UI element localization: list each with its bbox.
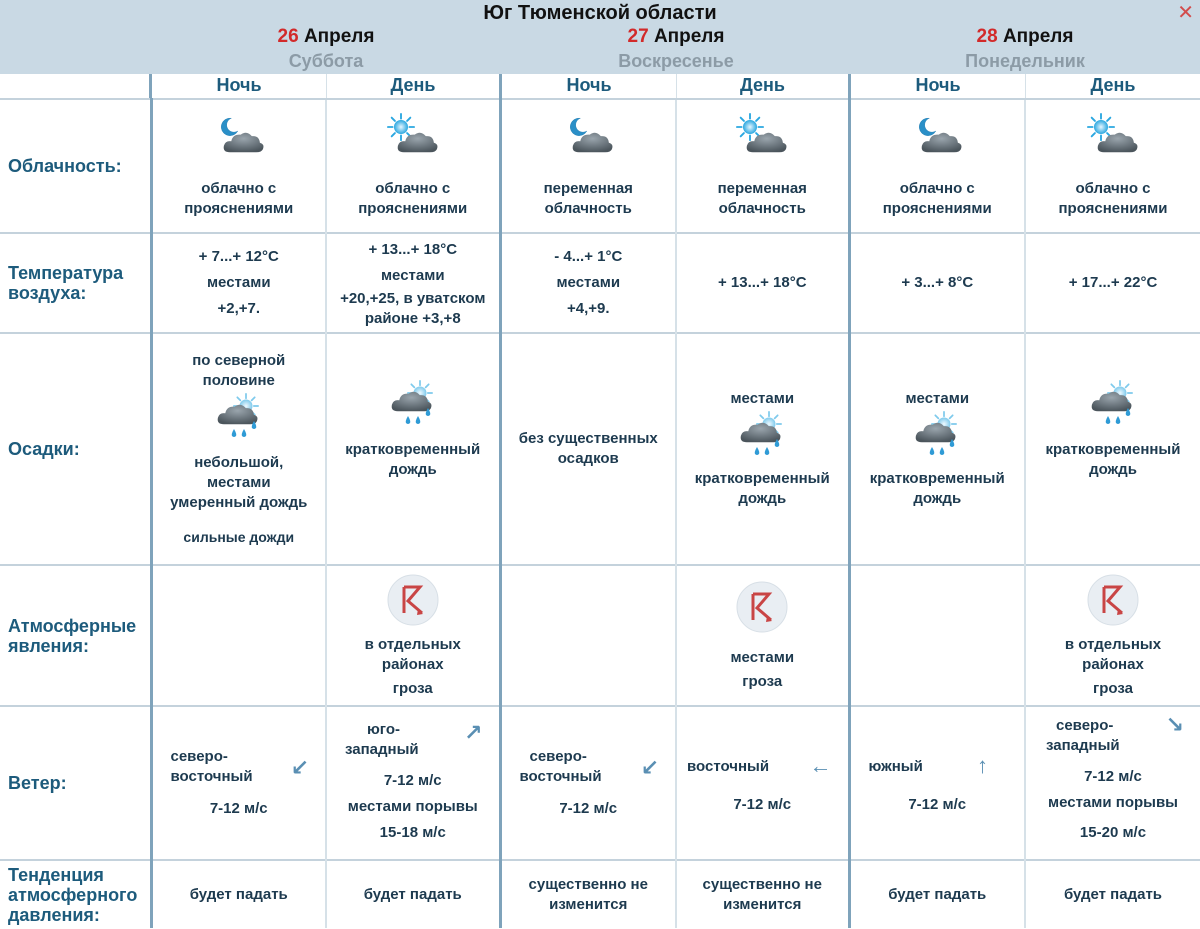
atmospheric-cell — [326, 565, 500, 706]
wind-cell — [151, 706, 326, 860]
precip-text: осадков — [557, 450, 619, 467]
pressure-cell — [1025, 860, 1200, 928]
precip-text: дождь — [1089, 461, 1137, 478]
pressure-text: будет падать — [888, 885, 987, 903]
clouds-text: облачность — [718, 200, 806, 217]
precipitation-cell — [1025, 333, 1200, 565]
day-month: Апреля — [653, 26, 725, 47]
wind-arrow-icon: ↘ — [1165, 712, 1184, 737]
wind-direction — [345, 720, 419, 760]
clouds-cell — [1025, 99, 1200, 233]
pressure-cell — [676, 860, 849, 928]
day-number: 27 — [627, 26, 649, 47]
rain-cloud-icon — [385, 378, 441, 430]
day-month: Апреля — [1002, 26, 1074, 47]
temperature-cell — [1025, 233, 1200, 333]
wind-speed: 7-12 м/с — [209, 800, 268, 817]
row-precipitation — [0, 333, 1200, 565]
thunder-icon — [386, 573, 440, 627]
wind-arrow-icon: ← — [809, 753, 832, 778]
wind-speed: местами порывы — [1048, 794, 1178, 811]
period-night-1: Ночь — [216, 75, 262, 95]
temperature-cell — [151, 233, 326, 333]
pressure-text: изменится — [549, 895, 628, 913]
label-line: Осадки: — [8, 438, 80, 459]
precip-text: кратковременный — [694, 470, 830, 487]
wind-speed: 7-12 м/с — [733, 796, 792, 813]
pressure-cell — [500, 860, 676, 928]
day-date-3 — [850, 26, 1200, 48]
moon-cloud-icon — [211, 113, 267, 159]
temperature-text: +4,+9. — [566, 300, 610, 317]
temperature-text: - 4...+ 1°C — [554, 248, 623, 265]
pressure-text: существенно не — [528, 875, 648, 893]
label-line: Атмосферные — [8, 615, 137, 636]
clouds-cell — [500, 99, 676, 233]
temperature-text: + 13...+ 18°C — [717, 274, 807, 291]
day-number: 28 — [976, 26, 998, 47]
forecast-header — [0, 0, 1200, 74]
row-label-pressure — [0, 860, 151, 928]
precip-text: умеренный дождь — [170, 494, 308, 511]
wind-direction-text: западный — [345, 741, 419, 758]
wind-direction-text: западный — [1046, 737, 1120, 754]
atmospheric-cell — [849, 565, 1025, 706]
wind-arrow-icon: ↙ — [640, 755, 659, 780]
clouds-cell — [676, 99, 849, 233]
period-day-3: День — [1090, 75, 1136, 95]
precip-text: местами — [206, 474, 271, 491]
temperature-cell — [326, 233, 500, 333]
pressure-cell — [849, 860, 1025, 928]
temperature-text: +20,+25, в уватском — [340, 290, 486, 307]
region-title: Юг Тюменской области — [483, 2, 717, 24]
pressure-text: существенно не — [702, 875, 822, 893]
temperature-text: +2,+7. — [217, 300, 261, 317]
precip-note: по северной — [192, 352, 286, 369]
wind-cell — [326, 706, 500, 860]
atmos-text: местами — [730, 648, 795, 666]
row-wind — [0, 706, 1200, 860]
day-date-2 — [501, 26, 851, 48]
wind-direction — [520, 747, 602, 787]
clouds-text: прояснениями — [882, 200, 992, 217]
precip-text: дождь — [388, 461, 437, 478]
precip-note: местами — [905, 390, 970, 407]
wind-arrow-icon: ↙ — [290, 755, 309, 780]
row-temperature — [0, 233, 1200, 333]
period-day-1: День — [390, 75, 436, 95]
row-label-atmospheric — [0, 565, 151, 706]
pressure-text: будет падать — [189, 885, 288, 903]
label-line: Тенденция — [8, 864, 104, 885]
precip-note: местами — [730, 390, 795, 407]
wind-arrow-icon: ↑ — [977, 753, 988, 778]
precip-text: дождь — [738, 490, 787, 507]
pressure-text: изменится — [723, 895, 802, 913]
wind-arrow-icon: ↗ — [464, 720, 483, 745]
wind-cell — [849, 706, 1025, 860]
moon-cloud-icon — [909, 113, 965, 159]
atmos-text: в отдельных — [1064, 635, 1162, 653]
label-line: Облачность: — [8, 155, 122, 176]
precipitation-cell — [676, 333, 849, 565]
rain-cloud-icon — [211, 391, 267, 443]
sun-cloud-icon — [734, 113, 790, 159]
row-atmospheric — [0, 565, 1200, 706]
wind-direction — [171, 747, 253, 787]
row-label-temperature — [0, 233, 151, 333]
precip-text: кратковременный — [1045, 441, 1181, 458]
row-pressure — [0, 860, 1200, 928]
row-label-precipitation — [0, 333, 151, 565]
wind-direction-text: северо- — [1056, 717, 1114, 734]
wind-direction-text: восточный — [170, 768, 253, 785]
clouds-text: переменная — [543, 180, 633, 197]
thunder-icon — [1086, 573, 1140, 627]
forecast-table — [0, 98, 1200, 928]
label-line: явления: — [8, 635, 89, 656]
wind-speed: 7-12 м/с — [908, 796, 967, 813]
label-line: Ветер: — [8, 772, 67, 793]
atmos-text: в отдельных — [364, 635, 461, 653]
wind-speed: 15-20 м/с — [1079, 824, 1147, 841]
temperature-text: районе +3,+8 — [364, 310, 461, 327]
temperature-text: + 17...+ 22°C — [1068, 274, 1158, 291]
pressure-cell — [151, 860, 326, 928]
wind-cell — [1025, 706, 1200, 860]
row-label-clouds — [0, 99, 151, 233]
row-label-wind — [0, 706, 151, 860]
wind-direction-text: восточный — [519, 768, 602, 785]
clouds-text: прояснениями — [184, 200, 294, 217]
atmospheric-cell — [676, 565, 849, 706]
precipitation-cell — [151, 333, 326, 565]
clouds-text: облачно с — [899, 180, 975, 197]
moon-cloud-icon — [560, 113, 616, 159]
wind-speed: 7-12 м/с — [383, 772, 442, 789]
label-line: Температура — [8, 263, 124, 283]
day-date-1 — [151, 26, 501, 48]
clouds-text: облачно с — [1075, 180, 1151, 197]
atmospheric-cell — [500, 565, 676, 706]
clouds-cell — [151, 99, 326, 233]
period-day-2: День — [740, 75, 785, 95]
precipitation-cell — [500, 333, 676, 565]
temperature-cell — [500, 233, 676, 333]
rain-cloud-icon — [734, 409, 790, 461]
sun-cloud-icon — [385, 113, 441, 159]
wind-direction-text: северо- — [170, 748, 228, 765]
precipitation-cell — [849, 333, 1025, 565]
atmos-text: гроза — [742, 672, 783, 690]
wind-direction-text: северо- — [529, 748, 587, 765]
clouds-text: облачно с — [201, 180, 277, 197]
day-weekday-3: Понедельник — [965, 51, 1085, 71]
temperature-text: + 13...+ 18°C — [368, 241, 458, 258]
wind-direction — [687, 757, 769, 777]
atmospheric-cell — [1025, 565, 1200, 706]
atmos-text: районах — [1082, 655, 1144, 673]
clouds-text: переменная — [717, 180, 807, 197]
precip-text: без существенных — [518, 430, 658, 447]
period-night-2: Ночь — [566, 75, 612, 95]
rain-cloud-icon — [1085, 378, 1141, 430]
precipitation-cell — [326, 333, 500, 565]
temperature-cell — [849, 233, 1025, 333]
clouds-cell — [849, 99, 1025, 233]
precip-note: половине — [202, 372, 275, 389]
clouds-text: облачно с — [375, 180, 451, 197]
period-night-3: Ночь — [915, 75, 961, 95]
wind-cell — [500, 706, 676, 860]
wind-direction-text: восточный — [687, 758, 770, 775]
pressure-cell — [326, 860, 500, 928]
atmos-text: гроза — [392, 679, 433, 697]
day-weekday-2: Воскресенье — [618, 51, 734, 71]
rain-cloud-icon — [909, 409, 965, 461]
temperature-text: местами — [556, 274, 621, 291]
atmos-text: гроза — [1093, 679, 1133, 697]
label-line: воздуха: — [8, 283, 87, 303]
thunder-icon — [735, 580, 789, 634]
atmospheric-cell — [151, 565, 326, 706]
temperature-text: местами — [206, 274, 271, 291]
clouds-text: прояснениями — [1058, 200, 1168, 217]
clouds-cell — [326, 99, 500, 233]
precip-extra: сильные дожди — [183, 529, 295, 545]
row-clouds — [0, 99, 1200, 233]
wind-speed: местами порывы — [347, 798, 478, 815]
pressure-text: будет падать — [1063, 885, 1163, 903]
wind-direction-text: южный — [868, 758, 923, 775]
clouds-text: облачность — [544, 200, 632, 217]
day-number: 26 — [277, 26, 299, 47]
pressure-text: будет падать — [363, 885, 462, 903]
wind-direction-text: юго- — [367, 721, 401, 738]
day-month: Апреля — [303, 26, 375, 47]
day-weekday-1: Суббота — [288, 51, 364, 71]
temperature-text: + 3...+ 8°C — [901, 274, 974, 291]
wind-direction — [869, 757, 923, 777]
clouds-text: прояснениями — [358, 200, 468, 217]
temperature-cell — [676, 233, 849, 333]
wind-speed: 15-18 м/с — [379, 824, 446, 841]
label-line: давления: — [8, 904, 100, 925]
precip-text: дождь — [913, 490, 962, 507]
sun-cloud-icon — [1085, 113, 1141, 159]
close-icon[interactable]: ✕ — [1177, 2, 1194, 24]
precip-text: небольшой, — [194, 454, 284, 471]
wind-cell — [676, 706, 849, 860]
atmos-text: районах — [381, 655, 444, 673]
precip-text: кратковременный — [345, 441, 481, 458]
temperature-text: + 7...+ 12°C — [198, 248, 279, 265]
temperature-text: местами — [380, 267, 445, 284]
wind-speed: 7-12 м/с — [1084, 768, 1142, 785]
wind-direction — [1046, 716, 1120, 756]
wind-speed: 7-12 м/с — [559, 800, 618, 817]
label-line: атмосферного — [8, 884, 138, 905]
precip-text: кратковременный — [869, 470, 1005, 487]
